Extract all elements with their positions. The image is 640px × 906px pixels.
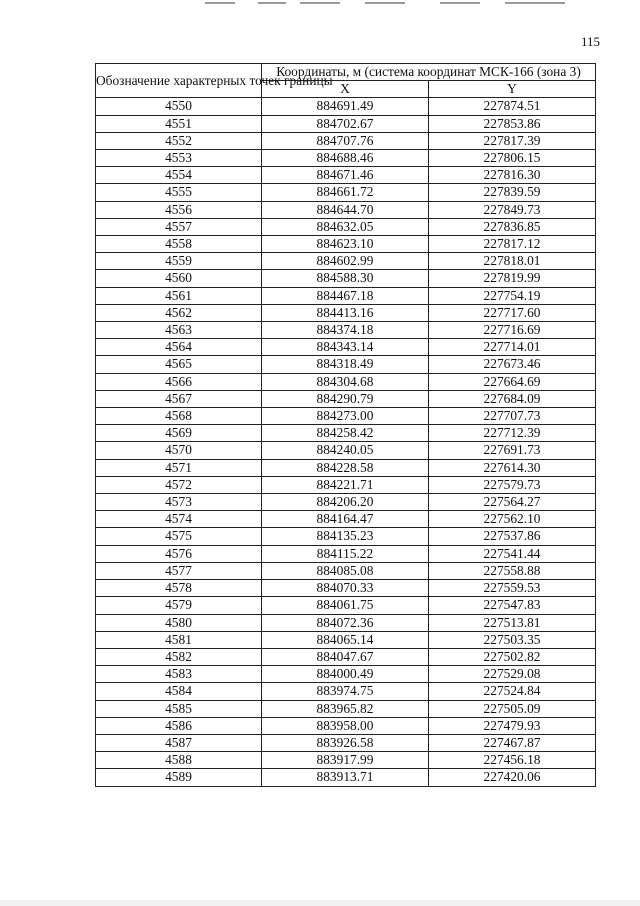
y-coordinate-cell: 227505.09 — [429, 700, 596, 717]
table-row — [96, 494, 596, 511]
point-id-cell: 4565 — [96, 356, 262, 373]
x-coordinate-cell: 884707.76 — [262, 132, 429, 149]
x-coordinate-cell: 884085.08 — [262, 562, 429, 579]
point-id-cell: 4563 — [96, 322, 262, 339]
point-id-cell: 4585 — [96, 700, 262, 717]
y-coordinate-cell: 227874.51 — [429, 98, 596, 115]
y-coordinate-cell: 227673.46 — [429, 356, 596, 373]
point-id-cell: 4551 — [96, 115, 262, 132]
point-id-cell: 4574 — [96, 511, 262, 528]
x-coordinate-cell: 884000.49 — [262, 666, 429, 683]
x-coordinate-cell: 884602.99 — [262, 253, 429, 270]
table-row — [96, 717, 596, 734]
x-coordinate-cell: 883917.99 — [262, 752, 429, 769]
y-coordinate-cell: 227467.87 — [429, 734, 596, 751]
table-row — [96, 167, 596, 184]
table-row — [96, 390, 596, 407]
y-coordinate-cell: 227502.82 — [429, 648, 596, 665]
x-coordinate-cell: 884688.46 — [262, 150, 429, 167]
table-row — [96, 648, 596, 665]
point-id-cell: 4581 — [96, 631, 262, 648]
y-coordinate-cell: 227564.27 — [429, 494, 596, 511]
header-y: Y — [429, 81, 596, 98]
x-coordinate-cell: 884632.05 — [262, 218, 429, 235]
y-coordinate-cell: 227479.93 — [429, 717, 596, 734]
x-coordinate-cell: 884047.67 — [262, 648, 429, 665]
point-id-cell: 4573 — [96, 494, 262, 511]
y-coordinate-cell: 227817.12 — [429, 236, 596, 253]
point-id-cell: 4564 — [96, 339, 262, 356]
table-row — [96, 734, 596, 751]
y-coordinate-cell: 227559.53 — [429, 580, 596, 597]
y-coordinate-cell: 227541.44 — [429, 545, 596, 562]
x-coordinate-cell: 884240.05 — [262, 442, 429, 459]
point-id-cell: 4583 — [96, 666, 262, 683]
point-id-cell: 4553 — [96, 150, 262, 167]
header-x: X — [262, 81, 429, 98]
table-row — [96, 98, 596, 115]
x-coordinate-cell: 884588.30 — [262, 270, 429, 287]
x-coordinate-cell: 883913.71 — [262, 769, 429, 786]
y-coordinate-cell: 227529.08 — [429, 666, 596, 683]
point-id-cell: 4561 — [96, 287, 262, 304]
y-coordinate-cell: 227839.59 — [429, 184, 596, 201]
table-row — [96, 511, 596, 528]
table-row — [96, 614, 596, 631]
point-id-cell: 4568 — [96, 408, 262, 425]
point-id-cell: 4589 — [96, 769, 262, 786]
table-row — [96, 373, 596, 390]
y-coordinate-cell: 227684.09 — [429, 390, 596, 407]
point-id-cell: 4557 — [96, 218, 262, 235]
point-id-cell: 4567 — [96, 390, 262, 407]
x-coordinate-cell: 884318.49 — [262, 356, 429, 373]
table-row — [96, 287, 596, 304]
point-id-cell: 4576 — [96, 545, 262, 562]
y-coordinate-cell: 227420.06 — [429, 769, 596, 786]
x-coordinate-cell: 884290.79 — [262, 390, 429, 407]
point-id-cell: 4584 — [96, 683, 262, 700]
table-row — [96, 580, 596, 597]
y-coordinate-cell: 227806.15 — [429, 150, 596, 167]
x-coordinate-cell: 884221.71 — [262, 476, 429, 493]
point-id-cell: 4555 — [96, 184, 262, 201]
table-row — [96, 683, 596, 700]
point-id-cell: 4579 — [96, 597, 262, 614]
table-row — [96, 304, 596, 321]
y-coordinate-cell: 227712.39 — [429, 425, 596, 442]
table-row — [96, 132, 596, 149]
point-id-cell: 4580 — [96, 614, 262, 631]
table-row — [96, 270, 596, 287]
x-coordinate-cell: 884467.18 — [262, 287, 429, 304]
point-id-cell: 4569 — [96, 425, 262, 442]
x-coordinate-cell: 884115.22 — [262, 545, 429, 562]
point-id-cell: 4578 — [96, 580, 262, 597]
y-coordinate-cell: 227817.39 — [429, 132, 596, 149]
coordinates-table — [95, 63, 596, 787]
y-coordinate-cell: 227816.30 — [429, 167, 596, 184]
x-coordinate-cell: 884413.16 — [262, 304, 429, 321]
table-body — [96, 98, 596, 786]
x-coordinate-cell: 884661.72 — [262, 184, 429, 201]
x-coordinate-cell: 884273.00 — [262, 408, 429, 425]
y-coordinate-cell: 227818.01 — [429, 253, 596, 270]
table-row — [96, 631, 596, 648]
y-coordinate-cell: 227819.99 — [429, 270, 596, 287]
table-row — [96, 150, 596, 167]
y-coordinate-cell: 227714.01 — [429, 339, 596, 356]
y-coordinate-cell: 227717.60 — [429, 304, 596, 321]
scan-top-marks — [0, 0, 640, 8]
x-coordinate-cell: 884671.46 — [262, 167, 429, 184]
y-coordinate-cell: 227579.73 — [429, 476, 596, 493]
table-row — [96, 545, 596, 562]
point-id-cell: 4572 — [96, 476, 262, 493]
x-coordinate-cell: 883965.82 — [262, 700, 429, 717]
x-coordinate-cell: 883926.58 — [262, 734, 429, 751]
point-id-cell: 4570 — [96, 442, 262, 459]
table-row — [96, 597, 596, 614]
y-coordinate-cell: 227691.73 — [429, 442, 596, 459]
table-row — [96, 184, 596, 201]
table-row — [96, 666, 596, 683]
y-coordinate-cell: 227558.88 — [429, 562, 596, 579]
x-coordinate-cell: 884343.14 — [262, 339, 429, 356]
y-coordinate-cell: 227754.19 — [429, 287, 596, 304]
table-row — [96, 442, 596, 459]
x-coordinate-cell: 883958.00 — [262, 717, 429, 734]
table-row — [96, 253, 596, 270]
table-row — [96, 562, 596, 579]
page-number: 115 — [580, 34, 600, 49]
point-id-cell: 4577 — [96, 562, 262, 579]
y-coordinate-cell: 227614.30 — [429, 459, 596, 476]
x-coordinate-cell: 884164.47 — [262, 511, 429, 528]
point-id-cell: 4556 — [96, 201, 262, 218]
y-coordinate-cell: 227849.73 — [429, 201, 596, 218]
point-id-cell: 4554 — [96, 167, 262, 184]
table-row — [96, 476, 596, 493]
table-row — [96, 201, 596, 218]
point-id-cell: 4558 — [96, 236, 262, 253]
point-id-cell: 4562 — [96, 304, 262, 321]
x-coordinate-cell: 884206.20 — [262, 494, 429, 511]
point-id-cell: 4566 — [96, 373, 262, 390]
point-id-cell: 4575 — [96, 528, 262, 545]
header-point-label: Обозначение характерных точек границы — [96, 64, 262, 98]
x-coordinate-cell: 884135.23 — [262, 528, 429, 545]
point-id-cell: 4588 — [96, 752, 262, 769]
x-coordinate-cell: 884304.68 — [262, 373, 429, 390]
point-id-cell: 4552 — [96, 132, 262, 149]
x-coordinate-cell: 884691.49 — [262, 98, 429, 115]
scan-bottom-edge — [0, 900, 640, 906]
y-coordinate-cell: 227853.86 — [429, 115, 596, 132]
x-coordinate-cell: 884702.67 — [262, 115, 429, 132]
y-coordinate-cell: 227537.86 — [429, 528, 596, 545]
x-coordinate-cell: 884072.36 — [262, 614, 429, 631]
table-row — [96, 528, 596, 545]
x-coordinate-cell: 884623.10 — [262, 236, 429, 253]
y-coordinate-cell: 227716.69 — [429, 322, 596, 339]
x-coordinate-cell: 884061.75 — [262, 597, 429, 614]
table-row — [96, 356, 596, 373]
point-id-cell: 4586 — [96, 717, 262, 734]
point-id-cell: 4550 — [96, 98, 262, 115]
x-coordinate-cell: 884258.42 — [262, 425, 429, 442]
x-coordinate-cell: 884065.14 — [262, 631, 429, 648]
table-row — [96, 236, 596, 253]
x-coordinate-cell: 884644.70 — [262, 201, 429, 218]
header-coordinates: Координаты, м (система координат МСК-166 (зона 3) — [262, 64, 596, 81]
table-row — [96, 115, 596, 132]
x-coordinate-cell: 884070.33 — [262, 580, 429, 597]
table-row — [96, 218, 596, 235]
y-coordinate-cell: 227503.35 — [429, 631, 596, 648]
x-coordinate-cell: 883974.75 — [262, 683, 429, 700]
point-id-cell: 4582 — [96, 648, 262, 665]
y-coordinate-cell: 227664.69 — [429, 373, 596, 390]
table-row — [96, 700, 596, 717]
table-row — [96, 408, 596, 425]
table-row — [96, 322, 596, 339]
point-id-cell: 4587 — [96, 734, 262, 751]
y-coordinate-cell: 227547.83 — [429, 597, 596, 614]
y-coordinate-cell: 227513.81 — [429, 614, 596, 631]
table-row — [96, 752, 596, 769]
y-coordinate-cell: 227562.10 — [429, 511, 596, 528]
table-row — [96, 339, 596, 356]
table-row — [96, 769, 596, 786]
x-coordinate-cell: 884374.18 — [262, 322, 429, 339]
table-row — [96, 425, 596, 442]
point-id-cell: 4571 — [96, 459, 262, 476]
y-coordinate-cell: 227524.84 — [429, 683, 596, 700]
point-id-cell: 4559 — [96, 253, 262, 270]
y-coordinate-cell: 227707.73 — [429, 408, 596, 425]
y-coordinate-cell: 227836.85 — [429, 218, 596, 235]
table-row — [96, 459, 596, 476]
y-coordinate-cell: 227456.18 — [429, 752, 596, 769]
x-coordinate-cell: 884228.58 — [262, 459, 429, 476]
point-id-cell: 4560 — [96, 270, 262, 287]
